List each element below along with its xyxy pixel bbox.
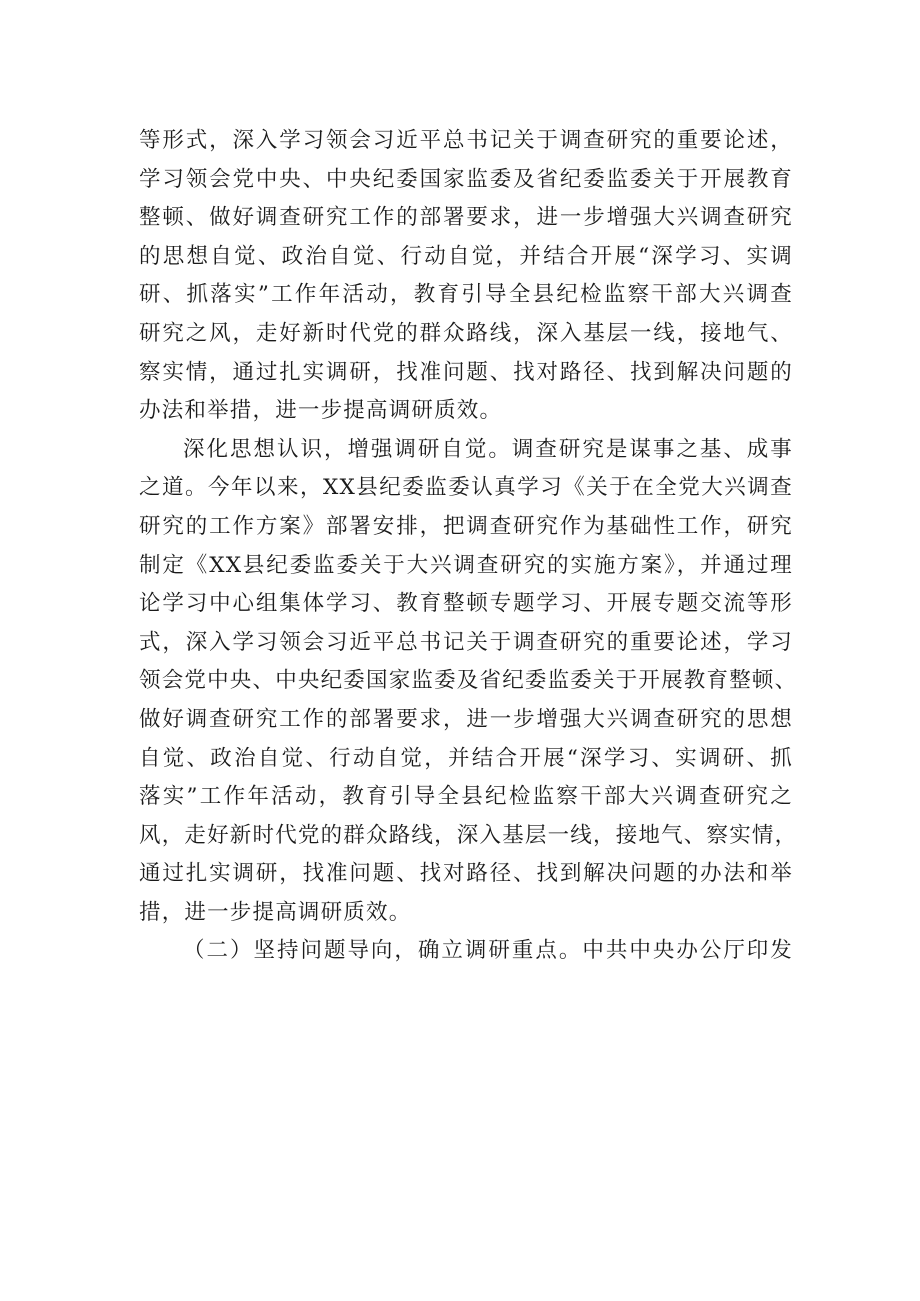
text-line: （二）坚持问题导向，确立调研重点。中共中央办公厅印发 bbox=[183, 938, 793, 964]
text-line: 深化思想认识，增强调研自觉。调查研究是谋事之基、成事 bbox=[183, 436, 793, 462]
text-line: 研、抓落实”工作年活动，教育引导全县纪检监察干部大兴调查 bbox=[139, 282, 793, 308]
paragraph-1 bbox=[139, 122, 793, 431]
text-line: 研究的工作方案》部署安排，把调查研究作为基础性工作，研究 bbox=[139, 513, 793, 539]
paragraph-3 bbox=[139, 932, 793, 971]
text-line: 落实”工作年活动，教育引导全县纪检监察干部大兴调查研究之 bbox=[139, 784, 793, 810]
text-line: 研究之风，走好新时代党的群众路线，深入基层一线，接地气、 bbox=[139, 320, 793, 346]
text-line: 论学习中心组集体学习、教育整顿专题学习、开展专题交流等形 bbox=[139, 591, 793, 617]
text-line: 领会党中央、中央纪委国家监委及省纪委监委关于开展教育整顿、 bbox=[139, 668, 798, 694]
document-body bbox=[139, 122, 798, 971]
text-line: 措，进一步提高调研质效。 bbox=[139, 899, 412, 925]
text-line: 办法和举措，进一步提高调研质效。 bbox=[139, 398, 503, 424]
text-line: 等形式，深入学习领会习近平总书记关于调查研究的重要论述， bbox=[139, 128, 793, 153]
text-line: 察实情，通过扎实调研，找准问题、找对路径、找到解决问题的 bbox=[139, 359, 793, 385]
text-line: 式，深入学习领会习近平总书记关于调查研究的重要论述，学习 bbox=[139, 629, 793, 655]
text-line: 通过扎实调研，找准问题、找对路径、找到解决问题的办法和举 bbox=[139, 861, 793, 887]
text-line: 做好调查研究工作的部署要求，进一步增强大兴调查研究的思想 bbox=[139, 706, 793, 732]
text-line: 学习领会党中央、中央纪委国家监委及省纪委监委关于开展教育 bbox=[139, 166, 793, 192]
text-line: 自觉、政治自觉、行动自觉，并结合开展“深学习、实调研、抓 bbox=[139, 745, 793, 771]
text-line: 制定《XX县纪委监委关于大兴调查研究的实施方案》，并通过理 bbox=[139, 552, 793, 578]
text-line: 整顿、做好调查研究工作的部署要求，进一步增强大兴调查研究 bbox=[139, 205, 793, 231]
text-line: 的思想自觉、政治自觉、行动自觉，并结合开展“深学习、实调 bbox=[139, 243, 793, 269]
paragraph-2 bbox=[139, 431, 798, 933]
text-line: 之道。今年以来，XX县纪委监委认真学习《关于在全党大兴调查 bbox=[139, 475, 793, 501]
text-line: 风，走好新时代党的群众路线，深入基层一线，接地气、察实情， bbox=[139, 822, 798, 848]
